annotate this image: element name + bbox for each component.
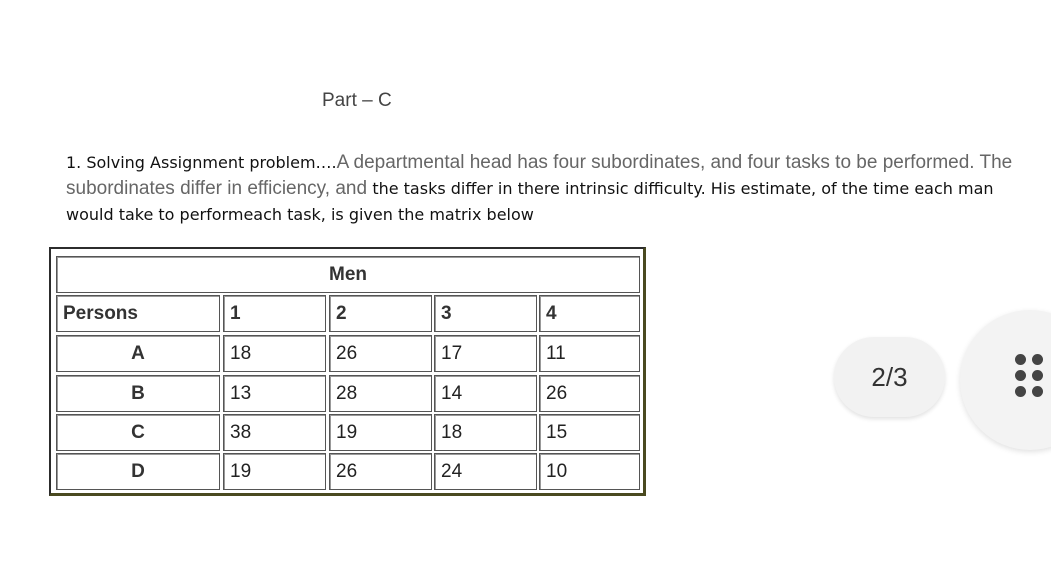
table-cell: 15 [539, 414, 640, 451]
page-indicator[interactable]: 2/3 [834, 337, 945, 417]
table-cell: 26 [539, 375, 640, 412]
table-cell: 18 [434, 414, 537, 451]
table-cell: 19 [223, 453, 326, 490]
question-text [66, 150, 1046, 228]
table-cell: 18 [223, 335, 326, 372]
question-intro: 1. Solving Assignment problem…. [66, 153, 337, 172]
part-title: Part – C [322, 90, 392, 111]
table-cell: 26 [329, 453, 432, 490]
table-cell: 24 [434, 453, 537, 490]
person-label: B [56, 375, 220, 412]
table-cell: 26 [329, 335, 432, 372]
question-body-cont: the tasks differ in there intrinsic difficulty. His estimate, of the time each man would take to performeach task, is given the matrix below [66, 179, 994, 224]
table-cell: 14 [434, 375, 537, 412]
table-cell: 38 [223, 414, 326, 451]
row-header: Persons [56, 295, 220, 332]
col-header-3: 3 [434, 295, 537, 332]
col-header-1: 1 [223, 295, 326, 332]
question-body: A departmental head has four subordinates, and four tasks to be performed. The subordinates differ in efficiency, and [66, 152, 1013, 199]
person-label: D [56, 453, 220, 490]
table-cell: 17 [434, 335, 537, 372]
table-cell: 10 [539, 453, 640, 490]
table-cell: 19 [329, 414, 432, 451]
table-cell: 11 [539, 335, 640, 372]
col-header-4: 4 [539, 295, 640, 332]
dots-grid-icon[interactable] [1015, 354, 1045, 399]
col-header-2: 2 [329, 295, 432, 332]
person-label: A [56, 335, 220, 372]
table-title: Men [56, 256, 640, 293]
person-label: C [56, 414, 220, 451]
table-cell: 13 [223, 375, 326, 412]
table-cell: 28 [329, 375, 432, 412]
assignment-matrix-table [49, 247, 646, 496]
